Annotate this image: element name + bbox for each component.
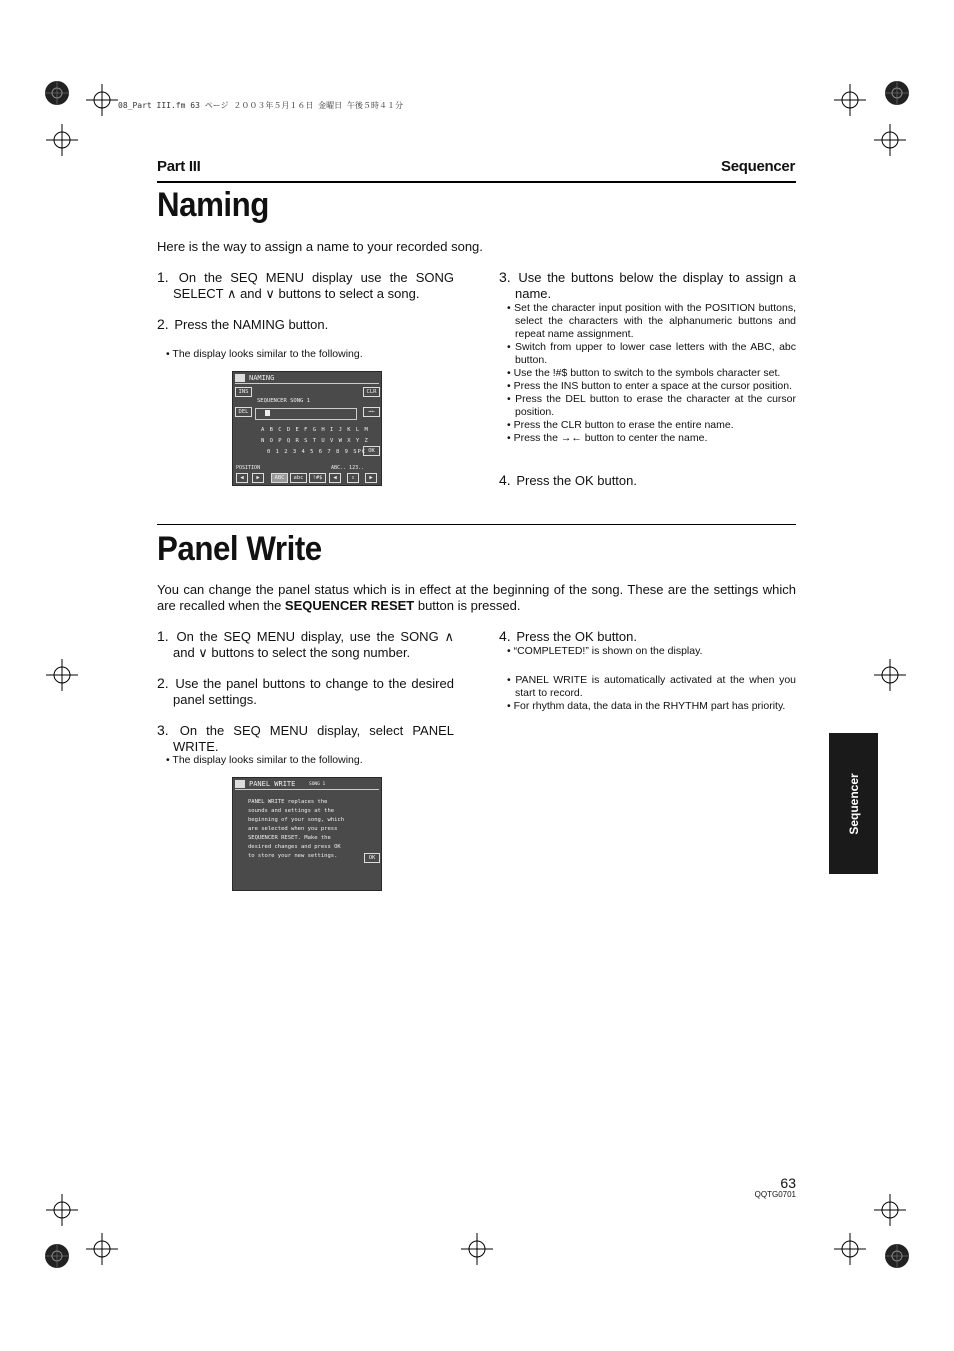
lcd-line: desired changes and press OK	[248, 844, 341, 850]
naming-lcd-display	[232, 371, 382, 486]
side-tab-label: Sequencer	[846, 772, 861, 835]
step-number: 4.	[499, 628, 511, 644]
position-left-button[interactable]: ◀	[236, 473, 248, 483]
radial-mark-icon	[44, 1243, 70, 1269]
char-row-2: N O P Q R S T U V W X Y Z	[261, 438, 369, 444]
lcd-title: PANEL WRITE	[249, 780, 296, 788]
ok-button[interactable]: OK	[364, 853, 380, 863]
header-rule	[157, 181, 796, 183]
naming-step-3-bullets	[506, 302, 796, 445]
bullet-item: • Press the INS button to enter a space at the cursor position.	[507, 380, 792, 392]
crosshair-mark-icon	[834, 1233, 866, 1265]
lcd-song-label: SONG 1	[309, 782, 326, 787]
panel-write-step-1	[157, 628, 454, 661]
side-tab	[829, 733, 878, 874]
bullet-item: • PANEL WRITE is automatically activated at the when you start to record.	[507, 674, 796, 699]
page-number: 63	[780, 1175, 796, 1191]
center-button[interactable]: →←	[363, 407, 380, 417]
lcd-line: PANEL WRITE replaces the	[248, 799, 328, 805]
position-label: POSITION	[236, 465, 261, 471]
intro-bold: SEQUENCER RESET	[284, 597, 415, 613]
crosshair-mark-icon	[461, 1233, 493, 1265]
crosshair-mark-icon	[874, 1194, 906, 1226]
ok-button[interactable]: OK	[363, 446, 380, 456]
panel-write-lcd-display	[232, 777, 382, 891]
abc-lower-button[interactable]: abc	[290, 473, 307, 483]
lcd-song-label: SEQUENCER SONG 1	[257, 398, 310, 404]
step-number: 4.	[499, 472, 511, 488]
bullet-item: • Press the CLR button to erase the entire name.	[507, 419, 734, 431]
naming-intro: Here is the way to assign a name to your recorded song.	[157, 239, 483, 254]
document-code: QQTG0701	[754, 1190, 796, 1199]
bullet-item: • Switch from upper to lower case letters with the ABC, abc button.	[507, 341, 796, 366]
crosshair-mark-icon	[86, 1233, 118, 1265]
step-text: Use the buttons below the display to assign a name.	[515, 270, 796, 301]
naming-display-note: • The display looks similar to the following.	[166, 348, 363, 360]
step-text: On the SEQ MENU display, select PANEL WRITE.	[173, 723, 454, 754]
panel-write-step-2	[157, 675, 454, 708]
radial-mark-icon	[884, 1243, 910, 1269]
step-text: Press the OK button.	[516, 473, 637, 488]
radial-mark-icon	[884, 80, 910, 106]
crosshair-mark-icon	[46, 124, 78, 156]
section-divider	[157, 524, 796, 525]
step-number: 3.	[499, 269, 511, 285]
naming-step-4	[499, 472, 796, 489]
char-right-button[interactable]: ▶	[365, 473, 377, 483]
bullet-item: • Use the !#$ button to switch to the symbols character set.	[507, 367, 781, 379]
char-row-1: A B C D E F G H I J K L M	[261, 427, 369, 433]
bullet-item: • Press the →← button to center the name.	[507, 432, 708, 444]
step-text: Use the panel buttons to change to the desired panel settings.	[173, 676, 454, 707]
bullet-item: • “COMPLETED!” is shown on the display.	[507, 645, 703, 657]
step-number: 2.	[157, 675, 169, 691]
lcd-line: are selected when you press	[248, 826, 338, 832]
intro-text: button is pressed.	[414, 597, 521, 613]
step-number: 1.	[157, 628, 169, 644]
bullet-item: • Set the character input position with the POSITION buttons, select the characters with the alphanumeric buttons and repeat name assignment.	[507, 302, 796, 340]
crosshair-mark-icon	[86, 84, 118, 116]
lcd-line: beginning of your song, which	[248, 817, 345, 823]
char-row-3: 0 1 2 3 4 5 6 7 8 9 SPC	[267, 449, 367, 455]
crosshair-mark-icon	[834, 84, 866, 116]
print-header: 08_Part III.fm 63 ページ ２００３年５月１６日 金曜日 午後５時４１分	[118, 101, 403, 110]
panel-write-title: Panel Write	[157, 530, 322, 568]
lcd-title: NAMING	[249, 374, 275, 382]
step-number: 3.	[157, 722, 169, 738]
lcd-line: to store your new settings.	[248, 853, 338, 859]
naming-step-3	[499, 269, 796, 302]
lcd-line: SEQUENCER RESET. Make the	[248, 835, 331, 841]
naming-step-2	[157, 316, 454, 333]
crosshair-mark-icon	[874, 659, 906, 691]
clr-button[interactable]: CLR	[363, 387, 380, 397]
step-text: Press the OK button.	[516, 629, 637, 644]
radial-mark-icon	[44, 80, 70, 106]
crosshair-mark-icon	[46, 659, 78, 691]
step-text: On the SEQ MENU display use the SONG SELECT ∧ and ∨ buttons to select a song.	[173, 270, 454, 301]
abc123-label: ABC.. 123..	[331, 465, 365, 471]
step-number: 2.	[157, 316, 169, 332]
abc-upper-button[interactable]: ABC	[271, 473, 288, 483]
panel-write-intro	[157, 582, 796, 613]
char-left-button[interactable]: ◀	[329, 473, 341, 483]
part-label: Part III	[157, 158, 201, 175]
step-text: On the SEQ MENU display, use the SONG ∧ and ∨ buttons to select the song number.	[173, 629, 454, 660]
crosshair-mark-icon	[46, 1194, 78, 1226]
crosshair-mark-icon	[874, 124, 906, 156]
step-number: 1.	[157, 269, 169, 285]
bullet-item: • For rhythm data, the data in the RHYTHM part has priority.	[507, 700, 786, 712]
ins-button[interactable]: INS	[235, 387, 252, 397]
panel-write-step-4-bullets	[506, 645, 796, 713]
position-right-button[interactable]: ▶	[252, 473, 264, 483]
bullet-item: • Press the DEL button to erase the character at the cursor position.	[507, 393, 796, 418]
panel-write-step-4	[499, 628, 796, 645]
step-text: Press the NAMING button.	[174, 317, 329, 332]
naming-step-1	[157, 269, 454, 302]
char-updown-button[interactable]: ⇕	[347, 473, 359, 483]
lcd-line: sounds and settings at the	[248, 808, 335, 814]
intro-text: You can change the panel status which is in effect at the beginning of the song. These are the settings which are recalled when the	[157, 582, 796, 613]
section-label: Sequencer	[721, 158, 795, 175]
panel-write-display-note: • The display looks similar to the following.	[166, 754, 363, 766]
naming-title: Naming	[157, 186, 269, 224]
panel-write-step-3	[157, 722, 454, 755]
symbols-button[interactable]: !#$	[309, 473, 326, 483]
del-button[interactable]: DEL	[235, 407, 252, 417]
